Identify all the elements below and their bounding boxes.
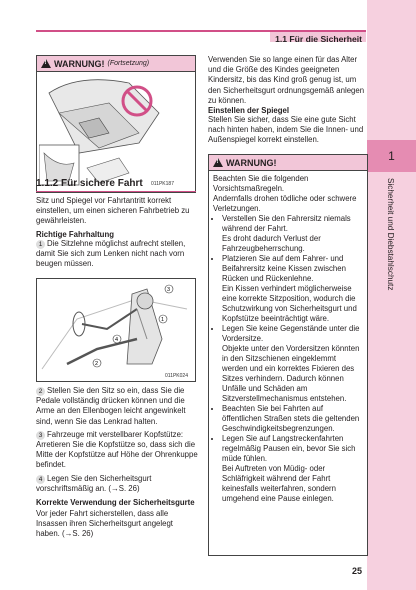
warning-bullet-3: • Legen Sie keine Gegenstände unter die Vordersitze. (222, 324, 363, 344)
warning-subtitle: (Fortsetzung) (107, 60, 150, 67)
warning-p1: Beachten Sie die folgenden Vorsichtsmaßregeln. (213, 174, 309, 193)
child-seat-text: Verwenden Sie so lange einen für das Alter und die Größe des Kindes geeigneten Kindersitz, bis das Kind groß genug ist, um den Sicherheitsgurt ordnungsgemäß anlegen zu können. (208, 55, 365, 105)
warning-bullet-4: • Beachten Sie bei Fahrten auf öffentlichen Straßen stets die geltenden Geschwindigkeitsbegrenzungen. (222, 404, 363, 434)
belt-heading: Korrekte Verwendung der Sicherheitsgurte (36, 498, 195, 508)
warning-header (209, 155, 367, 171)
posture-item-2-text: Stellen Sie den Sitz so ein, dass Sie die Pedale vollständig drücken können und die Arme an den Ellenbogen leicht angewinkelt sind, wenn Sie das Lenkrad halten. (36, 386, 186, 426)
section-intro: Sitz und Spiegel vor Fahrtantritt korrekt einstellen, um einen sicheren Fahrbetrieb zu gewährleisten. (36, 196, 190, 226)
warning-bullet-3-sub: Objekte unter den Vordersitzen könnten in den Sitzschienen eingeklemmt werden und ein korrektes Fixieren des Sitzes verhindern. Dadurch können Unfälle und Schäden am Sitzverstellmechanismus entstehen. (222, 344, 360, 403)
chapter-number: 1 (388, 149, 395, 163)
callout-1: 1 (161, 317, 165, 323)
warning-bullet-2: • Platzieren Sie auf dem Fahrer- und Beifahrersitz keine Kissen zwischen Rücken und Rückenlehne. (222, 254, 363, 284)
item-number: 4 (36, 475, 45, 484)
warning-triangle-icon (213, 158, 223, 167)
posture-heading: Richtige Fahrhaltung (36, 229, 114, 239)
page-number: 25 (351, 566, 362, 576)
callout-4: 4 (115, 337, 119, 343)
chapter-number-box (367, 140, 416, 172)
chapter-tab (367, 0, 416, 590)
warning-bullet-1: • Verstellen Sie den Fahrersitz niemals während der Fahrt. (222, 214, 363, 234)
callout-2: 2 (95, 361, 99, 367)
driver-seat-drawing (37, 279, 195, 381)
posture-items (36, 386, 198, 540)
warning-list (213, 254, 363, 284)
right-column-text (208, 55, 368, 146)
mirror-heading: Einstellen der Spiegel (208, 106, 290, 116)
warning-list (213, 324, 363, 344)
posture-item-2 (36, 386, 198, 427)
warning-list (213, 214, 363, 234)
posture-item-4 (36, 474, 198, 494)
warning-header (37, 56, 195, 72)
warning-body (209, 171, 367, 507)
section-heading: 1.1.2 Für sichere Fahrt (36, 178, 143, 189)
item-number: 2 (36, 387, 45, 396)
item-number: 1 (36, 240, 45, 249)
posture-item-3-text: Fahrzeuge mit verstellbarer Kopfstütze: Arretieren Sie die Kopfstütze so, dass sich die Mitte der Kopfstütze auf Höhe der Ohrenkuppe befindet. (36, 429, 198, 470)
posture-item-1 (36, 239, 198, 270)
warning-bullet-5: • Legen Sie auf Langstreckenfahrten regelmäßig Pausen ein, bevor Sie sich müde fühlen. (222, 434, 363, 464)
posture-item-1-text: Die Sitzlehne möglichst aufrecht stellen, damit Sie sich zum Lenken nicht nach vorn beugen müssen. (36, 238, 186, 269)
posture-item-3 (36, 430, 198, 471)
chapter-label: Sicherheit und Diebstahlschutz (386, 178, 395, 291)
warning-list (213, 404, 363, 464)
warning-p2: Andernfalls drohen tödliche oder schwere Verletzungen. (213, 194, 357, 213)
image-code: 011PK024 (165, 373, 188, 379)
section-rule (36, 191, 196, 192)
warning-title: WARNUNG! (226, 157, 277, 168)
warning-box-continued (36, 55, 196, 193)
posture-item-4-text: Legen Sie den Sicherheitsgurt vorschriftsmäßig an. (→S. 26) (36, 473, 152, 493)
belt-text: Vor jeder Fahrt sicherstellen, dass alle Insassen ihren Sicherheitsgurt angelegt haben. (→S. 26) (36, 509, 173, 539)
image-code: 011PK187 (151, 181, 174, 187)
mirror-text: Stellen Sie sicher, dass Sie eine gute Sicht nach hinten haben, indem Sie die Innen- und Außenspiegel korrekt einstellen. (208, 115, 364, 145)
driving-posture-illustration (36, 278, 196, 382)
callout-3: 3 (167, 287, 171, 293)
warning-bullet-5-sub: Bei Auftreten von Müdig- oder Schläfrigkeit während der Fahrt keinesfalls weiterfahren, sondern umgehend eine Pause einlegen. (222, 464, 336, 503)
seat-object-illustration (39, 73, 194, 190)
warning-bullet-2-sub: Ein Kissen verhindert möglicherweise eine korrekte Sitzposition, wodurch die Schutzwirkung von Sicherheitsgurt und Kopfstütze beeinträchtigt wäre. (222, 284, 357, 323)
warning-bullet-1-sub: Es droht dadurch Verlust der Fahrzeugbeherrschung. (222, 234, 321, 253)
page-header-title: 1.1 Für die Sicherheit (275, 34, 362, 44)
section-intro-block (36, 196, 198, 269)
warning-triangle-icon (41, 59, 51, 68)
warning-box (208, 154, 368, 556)
warning-title: WARNUNG! (54, 58, 105, 69)
item-number: 3 (36, 431, 45, 440)
